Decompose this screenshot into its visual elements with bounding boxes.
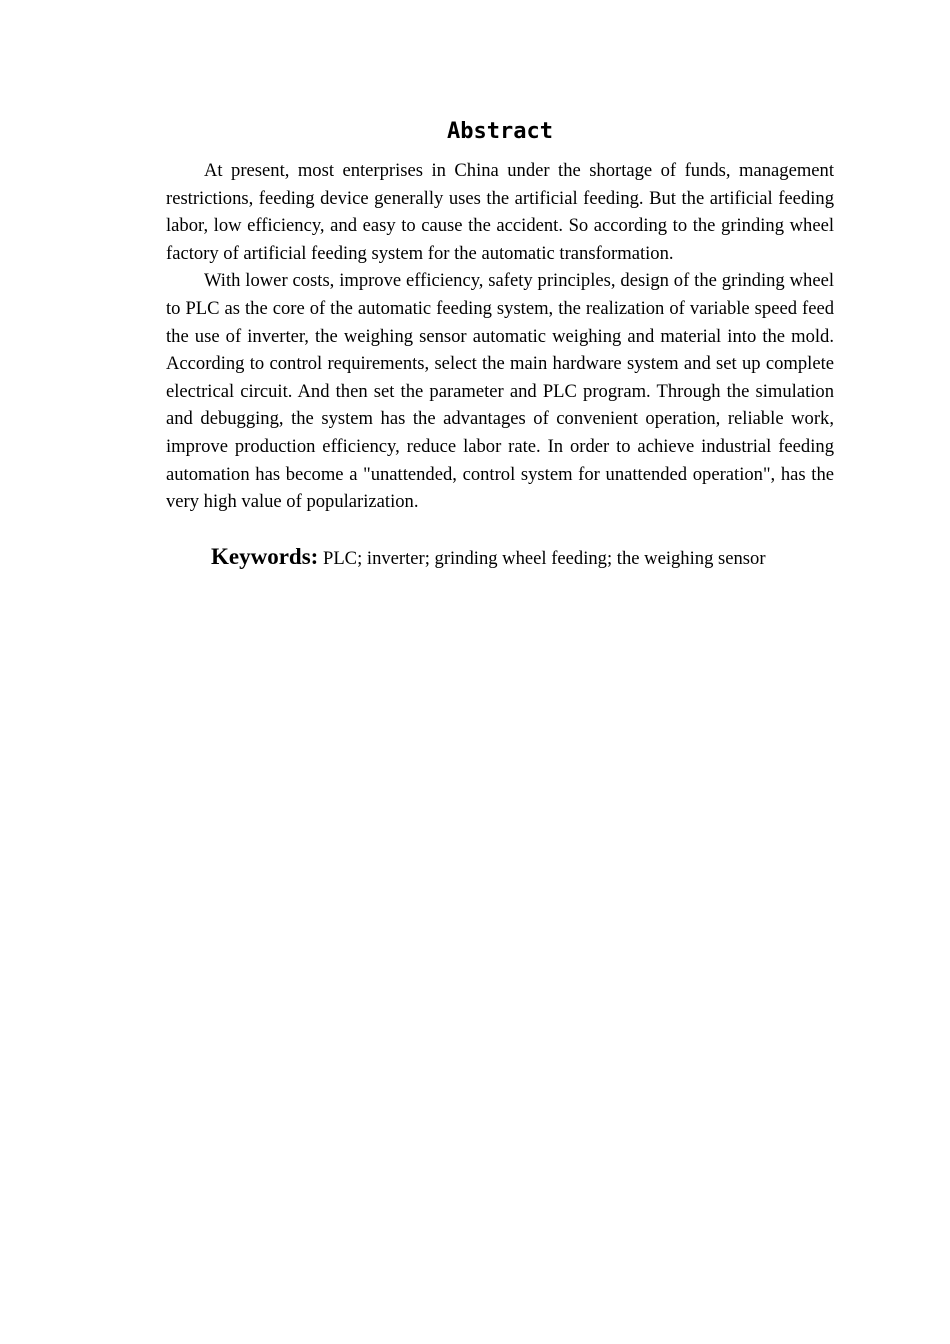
keywords-line — [211, 542, 851, 574]
abstract-paragraph-1: At present, most enterprises in China under the shortage of funds, management restrictions, feeding device generally uses the artificial feeding. But the artificial feeding labor, low efficiency, and easy to cause the accident. So according to the grinding wheel factory of artificial feeding system for the automatic transformation. — [166, 160, 834, 264]
abstract-body — [166, 157, 834, 516]
keywords-label: Keywords: — [211, 544, 319, 569]
keywords-text: PLC; inverter; grinding wheel feeding; the weighing sensor — [322, 548, 766, 569]
abstract-paragraph-2: With lower costs, improve efficiency, safety principles, design of the grinding wheel to PLC as the core of the automatic feeding system, the realization of variable speed feed the use of inverter, the weighing sensor automatic weighing and material into the mold. According to control requirements, select the main hardware system and set up complete electrical circuit. And then set the parameter and PLC program. Through the simulation and debugging, the system has the advantages of convenient operation, reliable work, improve production efficiency, reduce labor rate. In order to achieve industrial feeding automation has become a "unattended, control system for unattended operation", has the very high value of popularization. — [166, 270, 834, 513]
abstract-heading: Abstract — [447, 119, 553, 144]
